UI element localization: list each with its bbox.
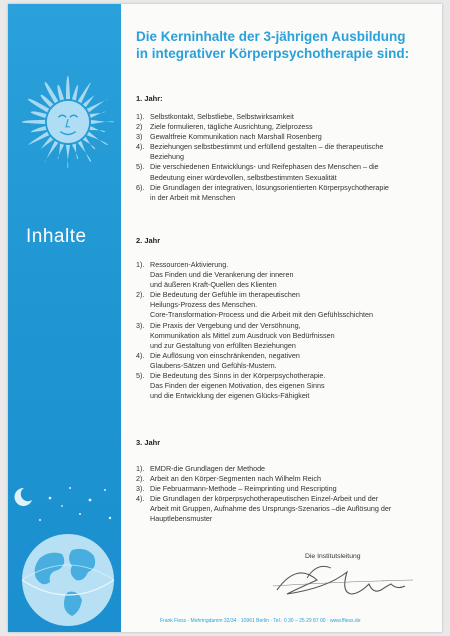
list-item [136,122,436,132]
sidebar-band [8,4,121,632]
item-number: 4). [136,494,145,504]
list-item [136,260,436,290]
list-item [136,290,436,320]
sun-ray [91,120,114,124]
sun-ray [83,95,95,108]
section-heading: 2. Jahr [136,236,161,245]
sun-ray [78,141,91,162]
item-number: 3). [136,320,145,330]
item-text-line: Beziehungen selbstbestimmt und erfüllend gestalten – die therapeutische [150,142,384,152]
item-number: 2) [136,122,143,132]
list-item [136,321,436,351]
item-text-line: Ziele formulieren, tägliche Ausrichtung, Zielprozess [150,122,313,132]
item-text-line: und die Entwicklung der eigenen Glücks-Fähigkeit [150,391,310,401]
item-text-line: Die Februarmann-Methode – Reimprinting und Rescripting [150,484,337,494]
signature-label: Die Institutsleitung [305,553,361,560]
sun-ray [57,85,64,101]
sidebar-heading: Inhalte [26,226,87,247]
section-item-list [136,260,436,401]
title-line-1: Die Kerninhalte der 3-jährigen Ausbildung [136,29,406,44]
item-text-line: Ressourcen-Aktivierung. [150,260,229,269]
list-item [136,142,436,162]
list-item [136,132,436,142]
item-number: 6). [136,182,145,192]
item-text-line: Arbeit an den Körper-Segmenten nach Wilhelm Reich [150,474,321,484]
item-text-line: Core-Transformation-Process und die Arbeit mit den Gefühlsschichten [150,310,374,320]
item-text-line: EMDR-die Grundlagen der Methode [150,464,266,473]
item-text-line: Bedeutung einer würdevollen, selbstbestimmten Sexualität [150,172,337,182]
item-text-line: Kommunikation als Mittel zum Ausdruck von Bedürfnissen [150,330,335,340]
sun-face-icon [20,74,116,170]
item-text-line: und äußeren Kraft-Quellen des Klienten [150,280,277,290]
sun-ray [41,137,54,149]
item-number: 1). [136,112,145,121]
document-page [8,4,442,632]
sun-ray [31,126,47,132]
list-item [136,464,436,474]
section-heading: 3. Jahr [136,438,161,447]
item-number: 3) [136,132,143,142]
title-line-2: in integrativer Körperpsychotherapie sind: [136,46,410,61]
item-number: 5). [136,162,145,172]
list-item [136,484,436,494]
item-text-line: Selbstkontakt, Selbstliebe, Selbstwirksamkeit [150,112,294,121]
sun-ray [58,144,64,160]
sun-ray [66,76,70,99]
item-number: 2). [136,290,145,300]
sun-ray [90,112,106,118]
globe-icon [10,480,120,630]
item-text-line: Die Grundlagen der integrativen, lösungsorientierten Körperpsychotherapie [150,182,389,192]
item-text-line: Hauptlebensmuster [150,514,213,524]
item-text-line: Heilungs-Prozess des Menschen. [150,300,258,310]
item-number: 3). [136,484,145,494]
section-heading: 1. Jahr: [136,94,163,103]
item-text-line: in der Arbeit mit Menschen [150,192,236,202]
item-text-line: Die Bedeutung des Sinns in der Körperpsychotherapie. [150,371,326,381]
section-item-list [136,464,436,525]
handwritten-signature [267,560,427,600]
list-item [136,494,436,524]
document-title [136,28,409,62]
item-number: 4). [136,142,145,152]
main-content [132,4,436,632]
list-item [136,112,436,122]
item-text-line: Die Auflösung von einschränkenden, negativen [150,350,300,360]
sun-ray [87,132,108,145]
list-item [136,371,436,401]
item-text-line: Das Finden und die Verankerung der inneren [150,270,294,280]
item-text-line: Gewaltfreie Kommunikation nach Marshall Rosenberg [150,132,322,142]
sun-ray [83,137,95,149]
list-item [136,474,436,484]
item-text-line: und zur Gestaltung von erfüllten Beziehungen [150,340,296,350]
item-text-line: Die Grundlagen der körperpsychotherapeutischen Einzel-Arbeit und der [150,494,379,504]
item-text-line: Die Bedeutung der Gefühle im therapeutischen [150,290,300,300]
item-number: 1). [136,260,145,269]
item-text-line: Das Finden der eigenen Motivation, des eigenen Sinns [150,381,325,391]
item-number: 2). [136,474,145,484]
list-item [136,351,436,371]
item-number: 5). [136,371,145,381]
sun-ray [90,126,106,132]
sun-ray [72,85,78,101]
list-item [136,162,436,182]
item-number: 4). [136,350,145,360]
footer-address: Frank Fiess · Mehringdamm 32/34 · 10961 Berlin · Tel.: 0 30 – 25 29 87 00 · www.ffiess.de [160,618,361,624]
item-text-line: Glaubens-Sätzen und Gefühls-Mustern. [150,360,277,370]
sun-ray [31,111,47,118]
section-item-list [136,112,436,203]
sun-ray [72,144,78,160]
item-text-line: Die Praxis der Vergebung und der Versöhnung, [150,320,301,330]
item-number: 1). [136,464,145,473]
sun-ray [22,120,45,124]
list-item [136,183,436,203]
item-text-line: Beziehung [150,152,184,162]
sun-ray [66,145,70,168]
item-text-line: Die verschiedenen Entwicklungs- und Reifephasen des Menschen – die [150,162,379,172]
item-text-line: Arbeit mit Gruppen, Aufnahme des Ursprungs-Szenarios –die Auflösung der [150,504,392,514]
